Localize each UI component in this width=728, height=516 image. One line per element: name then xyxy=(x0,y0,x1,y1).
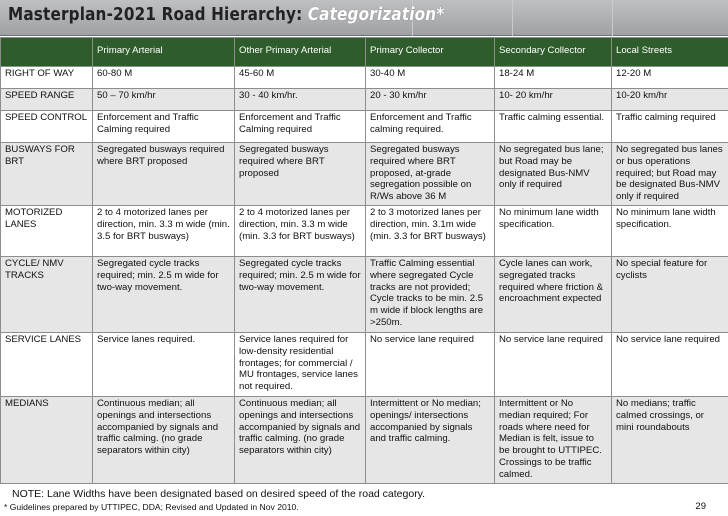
table-row xyxy=(1,397,728,484)
road-hierarchy-table xyxy=(0,37,728,484)
table-cell: Service lanes required for low-density residential frontages; for commercial / MU frontages, service lanes not required. xyxy=(235,333,366,397)
table-cell: No service lane required xyxy=(366,333,495,397)
row-header: CYCLE/ NMV TRACKS xyxy=(1,257,93,333)
table-row xyxy=(1,257,728,333)
table-cell: No service lane required xyxy=(612,333,728,397)
page-title-main: Masterplan-2021 Road Hierarchy: xyxy=(8,5,303,25)
table-cell: Segregated busways required where BRT proposed, at-grade segregation possible on R/Ws above 36 M xyxy=(366,143,495,206)
table-cell: Continuous median; all openings and intersections accompanied by signals and traffic calming. (no grade separators within city) xyxy=(235,397,366,484)
table-cell: Segregated busways required where BRT proposed xyxy=(93,143,235,206)
column-header: Secondary Collector xyxy=(495,38,612,67)
row-header: SPEED RANGE xyxy=(1,89,93,111)
table-cell: 60-80 M xyxy=(93,67,235,89)
table-cell: Segregated cycle tracks required; min. 2.5 m wide for two-way movement. xyxy=(235,257,366,333)
table-cell: 50 – 70 km/hr xyxy=(93,89,235,111)
table-cell: Intermittent or No median; openings/ intersections accompanied by signals and traffic calming. xyxy=(366,397,495,484)
table-cell: Enforcement and Traffic Calming required xyxy=(235,111,366,143)
table-cell: Enforcement and Traffic Calming required xyxy=(93,111,235,143)
row-header: SERVICE LANES xyxy=(1,333,93,397)
title-decoration xyxy=(612,0,713,36)
lane-width-note: NOTE: Lane Widths have been designated based on desired speed of the road category. xyxy=(12,488,426,500)
table-cell: No minimum lane width specification. xyxy=(612,206,728,257)
column-header: Primary Arterial xyxy=(93,38,235,67)
table-row xyxy=(1,67,728,89)
table-cell: Traffic Calming essential where segregated Cycle tracks are not provided; Cycle tracks to be min. 2.5 m wide if block lengths are >250m. xyxy=(366,257,495,333)
table-cell: Traffic calming required xyxy=(612,111,728,143)
page-number: 29 xyxy=(695,501,706,512)
column-header: Primary Collector xyxy=(366,38,495,67)
table-cell: 2 to 4 motorized lanes per direction, min. 3.3 m wide (min. 3.3 for BRT busways) xyxy=(235,206,366,257)
table-cell: 10-20 km/hr xyxy=(612,89,728,111)
table-row xyxy=(1,206,728,257)
table-header-row xyxy=(1,38,728,67)
table-cell: Segregated busways required where BRT proposed xyxy=(235,143,366,206)
table-cell: No special feature for cyclists xyxy=(612,257,728,333)
table-cell: No segregated bus lane; but Road may be designated Bus-NMV only if required xyxy=(495,143,612,206)
table-row xyxy=(1,333,728,397)
table-cell: Enforcement and Traffic calming required. xyxy=(366,111,495,143)
row-header: MOTORIZED LANES xyxy=(1,206,93,257)
table-cell: 10- 20 km/hr xyxy=(495,89,612,111)
table-cell: 2 to 3 motorized lanes per direction, min. 3.1m wide (min. 3.3 for BRT busways) xyxy=(366,206,495,257)
table-cell: 2 to 4 motorized lanes per direction, min. 3.3 m wide (min. 3.5 for BRT busways) xyxy=(93,206,235,257)
table-row xyxy=(1,143,728,206)
table-cell: 30 - 40 km/hr. xyxy=(235,89,366,111)
row-header: SPEED CONTROL xyxy=(1,111,93,143)
table-cell: Service lanes required. xyxy=(93,333,235,397)
table-row xyxy=(1,111,728,143)
table-cell: Cycle lanes can work, segregated tracks required where friction & encroachment expected xyxy=(495,257,612,333)
row-header: RIGHT OF WAY xyxy=(1,67,93,89)
page-title-sub: Categorization* xyxy=(307,5,445,25)
table-cell: No medians; traffic calmed crossings, or mini roundabouts xyxy=(612,397,728,484)
page-title xyxy=(8,5,444,25)
title-bar xyxy=(0,0,728,36)
table-cell: 18-24 M xyxy=(495,67,612,89)
table-cell: Continuous median; all openings and intersections accompanied by signals and traffic calming. (no grade separators within city) xyxy=(93,397,235,484)
source-footnote: * Guidelines prepared by UTTIPEC, DDA; Revised and Updated in Nov 2010. xyxy=(4,502,299,512)
table-cell: 30-40 M xyxy=(366,67,495,89)
column-header: Local Streets xyxy=(612,38,728,67)
table-cell: No segregated bus lanes or bus operations required; but Road may be designated Bus-NMV only if required xyxy=(612,143,728,206)
table-cell: Segregated cycle tracks required; min. 2.5 m wide for two-way movement. xyxy=(93,257,235,333)
table-cell: Traffic calming essential. xyxy=(495,111,612,143)
table-cell: 20 - 30 km/hr xyxy=(366,89,495,111)
row-header: BUSWAYS FOR BRT xyxy=(1,143,93,206)
table-cell: No minimum lane width specification. xyxy=(495,206,612,257)
table-corner-cell xyxy=(1,38,93,67)
table-cell: No service lane required xyxy=(495,333,612,397)
row-header: MEDIANS xyxy=(1,397,93,484)
table-cell: 12-20 M xyxy=(612,67,728,89)
title-decoration xyxy=(512,0,613,36)
table-cell: 45-60 M xyxy=(235,67,366,89)
table-cell: Intermittent or No median required; For roads where need for Median is felt, issue to be brought to UTTIPEC. Crossings to be traffic calmed. xyxy=(495,397,612,484)
column-header: Other Primary Arterial xyxy=(235,38,366,67)
table-row xyxy=(1,89,728,111)
